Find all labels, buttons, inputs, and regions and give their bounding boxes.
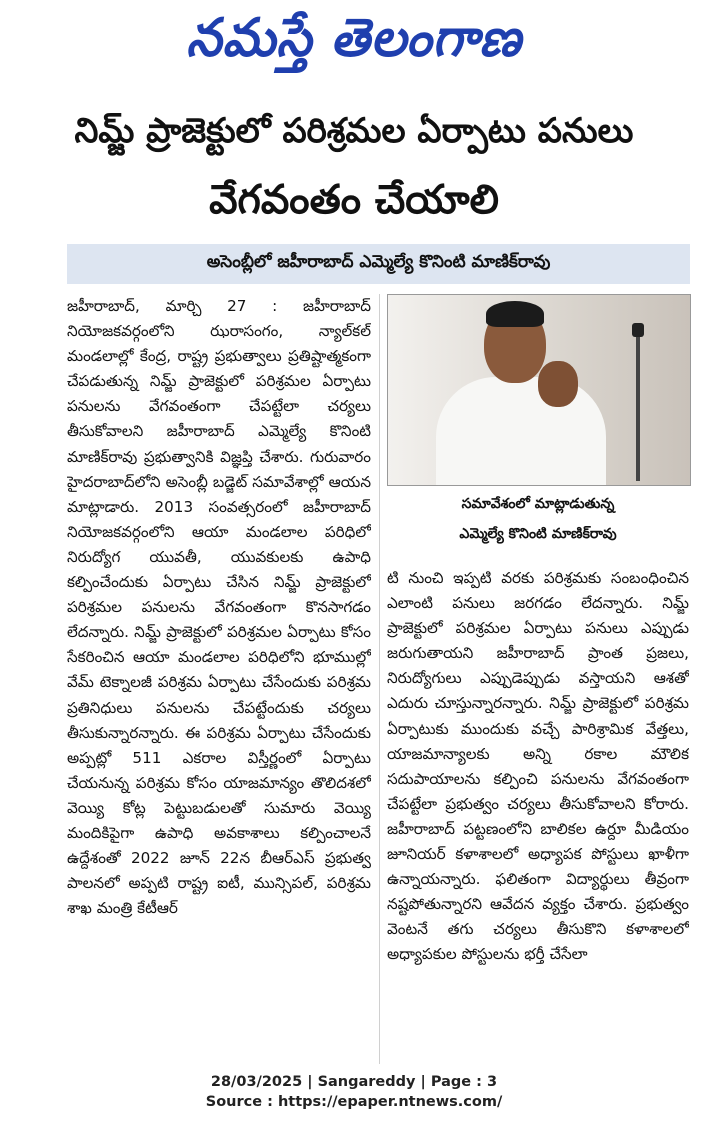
article-left-column: జహీరాబాద్, మార్చి 27 : జహీరాబాద్ నియోజకవర్గంలోని ఝరాసంగం, న్యాల్‌కల్ మండలాల్లో కేంద్ర, రాష్ట్ర ప్రభుత్వాలు ప్రతిష్టాత్మకంగా చేపడుతున్న నిమ్జ్ ప్రాజెక్టులో పరిశ్రమల ఏర్పాటు పనులను వేగవంతంగా చేపట్టేలా చర్యలు తీసుకోవాలని జహీరాబాద్ ఎమ్మెల్యే కొనింటి మాణిక్‌రావు ప్రభుత్వానికి విజ్ఞప్తి చేశారు. గురువారం హైదరాబాద్‌లోని అసెంబ్లీ బడ్జెట్ సమావేశాల్లో ఆయన మాట్లాడారు. 2013 సంవత్సరంలో జహీరాబాద్ నియోజకవర్గంలోని ఆయా మండలాల పరిధిలో నిరుద్యోగ యువతీ, యువకులకు ఉపాధి కల్పించేందుకు ఏర్పాటు చేసిన నిమ్జ్ ప్రాజెక్టులో పరిశ్రమల పనులను వేగవంతంగా కొనసాగడం లేదన్నారు. నిమ్జ్ ప్రాజెక్టులో పరిశ్రమల ఏర్పాటు కోసం సేకరించిన ఆయా మండలాల పరిధిలోని భూముల్లో వేమ్ టెక్నాలజీ పరిశ్రమ ఏర్పాటు చేసేందుకు పరిశ్రమ ప్రతినిధులు పనులను చేపట్టేందుకు చర్యలు తీసుకున్నారన్నారు. ఈ పరిశ్రమ ఏర్పాటు చేసేందుకు అప్పట్లో 511 ఎకరాల విస్తీర్ణంలో ఏర్పాటు చేయనున్న పరిశ్రమ కోసం యాజమాన్యం తొలిదశలో వెయ్యి కోట్ల పెట్టుబడులతో సుమారు వెయ్యి మందికిపైగా ఉపాధి అవకాశాలు కల్పించాలనే ఉద్దేశంతో 2022 జూన్ 22న బీఆర్‌ఎస్ ప్రభుత్వ పాలనలో అప్పటి రాష్ట్ర ఐటీ, మున్సిపల్, పరిశ్రమ శాఖ మంత్రి కేటీఆర్	[67, 297, 371, 918]
footer-source-link[interactable]: Source : https://epaper.ntnews.com/	[205, 1094, 503, 1110]
photo-caption-line-1: సమావేశంలో మాట్లాడుతున్న	[461, 496, 615, 512]
subheadline-text: అసెంబ్లీలో జహీరాబాద్ ఎమ్మెల్యే కొనింటి మాణిక్‌రావు	[206, 252, 551, 272]
article-right-column: టి నుంచి ఇప్పటి వరకు పరిశ్రమకు సంబంధించిన ఎలాంటి పనులు జరగడం లేదన్నారు. నిమ్జ్ ప్రాజెక్టులో పరిశ్రమల ఏర్పాటు పనులు ఎప్పుడు జరుగుతాయని జహీరాబాద్ ప్రాంత ప్రజలు, నిరుద్యోగులు ఎప్పుడెప్పుడు వస్తాయని ఆశతో ఎదురు చూస్తున్నారన్నారు. నిమ్జ్ ప్రాజెక్టులో పరిశ్రమ ఏర్పాటుకు ముందుకు వచ్చే పారిశ్రామిక వేత్తలు, యాజమాన్యాలకు అన్ని రకాల మౌలిక సదుపాయాలను కల్పించి పనులను వేగవంతంగా చేపట్టేలా ప్రభుత్వం చర్యలు తీసుకోవాలని కోరారు. జహీరాబాద్ పట్టణంలోని బాలికల ఉర్దూ మీడియం జూనియర్ కళాశాలలో అధ్యాపక పోస్టులు ఖాళీగా ఉన్నాయన్నారు. ఫలితంగా విద్యార్థులు తీవ్రంగా నష్టపోతున్నారని ఆవేదన వ్యక్తం చేశారు. ప్రభుత్వం వెంటనే తగు చర్యలు తీసుకొని కళాశాలలో అధ్యాపకుల పోస్టులను భర్తీ చేసేలా	[387, 569, 689, 964]
headline-line-2: వేగవంతం చేయాలి	[209, 177, 499, 223]
masthead-title: నమస్తే తెలంగాణ	[186, 6, 522, 68]
photo-caption	[387, 486, 689, 552]
mla-photo	[387, 294, 691, 486]
headline-line-1: నిమ్జ్ ప్రాజెక్టులో పరిశ్రమల ఏర్పాటు పనులు	[74, 111, 634, 151]
microphone-icon	[632, 323, 644, 337]
photo-person-hand	[538, 361, 578, 407]
photo-person-hair	[486, 301, 544, 327]
microphone-stand	[636, 331, 640, 481]
subheadline-banner	[67, 244, 690, 284]
photo-person-body	[436, 377, 606, 486]
column-divider	[379, 294, 380, 1064]
footer	[0, 1072, 708, 1112]
masthead	[0, 8, 708, 80]
footer-date-edition: 28/03/2025 | Sangareddy | Page : 3	[210, 1074, 498, 1090]
photo-caption-line-2: ఎమ్మెల్యే కొనింటి మాణిక్‌రావు	[459, 526, 617, 542]
